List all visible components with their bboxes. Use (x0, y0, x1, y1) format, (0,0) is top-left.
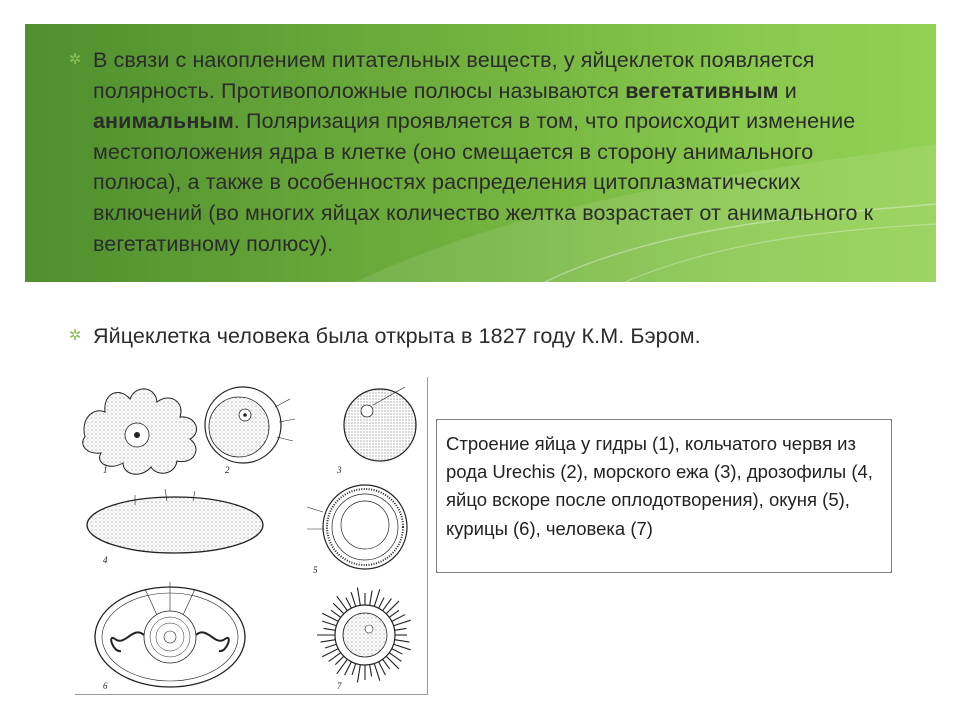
chicken-egg-diagram (95, 582, 245, 691)
human-egg-diagram (317, 588, 411, 691)
sea-urchin-egg-diagram (336, 387, 416, 475)
corona-ray (351, 592, 356, 606)
drosophila-egg-diagram (87, 489, 263, 565)
corona-ray (352, 664, 356, 675)
corona-ray (394, 620, 411, 626)
bullet-icon: ✲ (68, 327, 82, 344)
figure-number-2: 2 (225, 465, 230, 475)
term-animal: анимальным (93, 109, 234, 134)
corona-ray (389, 610, 399, 617)
figure-caption-box: Строение яйца у гидры (1), кольчатого червя из рода Urechis (2), морского ежа (3), дрозофилы (4, яйцо вскоре после оплодотворения), окуня (5), курицы (6), человека (7) (436, 419, 892, 573)
hydra-egg-diagram (83, 389, 197, 475)
corona-ray (324, 628, 336, 630)
corona-ray (395, 640, 410, 642)
figure-number-4: 4 (103, 555, 108, 565)
corona-ray (321, 640, 336, 642)
figure-number-1: 1 (103, 465, 108, 475)
corona-ray (379, 662, 386, 675)
corona-ray (325, 644, 336, 648)
corona-ray (335, 656, 343, 664)
corona-ray (395, 628, 407, 630)
corona-ray (394, 644, 411, 650)
bullet-icon: ✲ (68, 51, 82, 68)
corona-ray (374, 589, 380, 606)
perch-egg-diagram (307, 485, 407, 575)
figure-number-5: 5 (313, 565, 318, 575)
corona-ray (374, 664, 380, 681)
figure-number-3: 3 (337, 465, 342, 475)
figure-number-6: 6 (103, 681, 108, 691)
corona-ray (333, 603, 344, 614)
corona-ray (357, 588, 360, 606)
para1-text-a: В связи с накоплением питательных веществ, у яйцеклеток появляется полярность. Противоположные полюсы называются (93, 48, 815, 103)
corona-ray (329, 653, 341, 662)
corona-ray (345, 662, 352, 675)
figure-number-7: 7 (337, 681, 342, 691)
corona-ray (392, 649, 403, 654)
egg-structure-figure (75, 377, 428, 695)
corona-ray (370, 665, 372, 677)
paragraph-human-egg: Яйцеклетка человека была открыта в 1827 году К.М. Бэром. (93, 324, 701, 348)
egg-diagrams-svg (75, 377, 427, 694)
corona-ray (383, 659, 390, 669)
corona-ray (392, 615, 405, 622)
urechis-egg-diagram (205, 387, 295, 475)
corona-ray (379, 598, 384, 609)
paragraph-polarity (93, 45, 903, 259)
corona-ray (346, 598, 351, 609)
corona-ray (357, 665, 360, 683)
corona-ray (370, 591, 372, 606)
term-vegetative: вегетативным (625, 78, 779, 103)
corona-ray (322, 621, 336, 626)
corona-ray (383, 599, 392, 611)
para1-text-b: и (778, 78, 797, 103)
para1-text-c: . Поляризация проявляется в том, что происходит изменение местоположения ядра в клетке (оно смещается в сторону анимального полюса), а также в особенностях распределения цитоплазматических включений (во многих яйцах количество желтка возрастает от анимального к вегетативному полюсу). (93, 109, 874, 256)
corona-ray (389, 653, 401, 662)
corona-ray (331, 610, 341, 617)
